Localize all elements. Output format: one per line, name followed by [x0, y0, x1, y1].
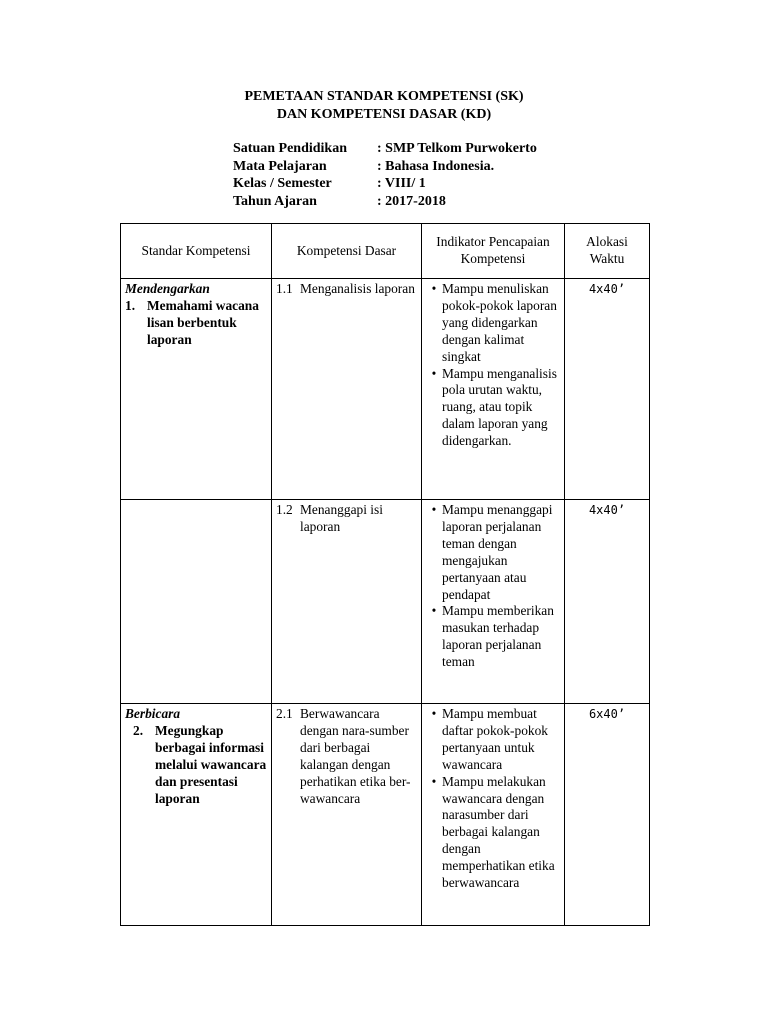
standar-kompetensi-cell — [121, 500, 272, 704]
std-number: 1. — [125, 297, 136, 313]
kd-item — [276, 706, 417, 807]
table-row — [121, 500, 650, 704]
indicator-list — [426, 502, 560, 671]
header-indikator: Indikator Pencapaian Kompetensi — [422, 224, 565, 279]
indicator-list — [426, 706, 560, 892]
indicator-list — [426, 281, 560, 450]
meta-row — [233, 175, 537, 193]
header-alokasi-waktu: Alokasi Waktu — [565, 224, 650, 279]
indicator-text: Mampu membuat daftar pokok-pokok pertanyaan untuk wawancara — [442, 706, 548, 772]
kd-number: 2.1 — [276, 706, 293, 721]
meta-value: : SMP Telkom Purwokerto — [377, 141, 537, 156]
meta-label: Kelas / Semester — [233, 176, 332, 191]
header-standar-kompetensi: Standar Kompetensi — [121, 224, 272, 279]
bullet-icon: • — [431, 706, 437, 721]
alokasi-waktu-cell: 4x40’ — [565, 500, 650, 704]
table-row — [121, 704, 650, 926]
standar-kompetensi-cell — [121, 279, 272, 500]
standar-kompetensi-cell — [121, 704, 272, 926]
bullet-icon: • — [431, 502, 437, 517]
title-line-1: PEMETAAN STANDAR KOMPETENSI (SK) — [244, 89, 524, 104]
meta-value: : VIII/ 1 — [377, 176, 426, 191]
alokasi-waktu-cell: 4x40’ — [565, 279, 650, 500]
indicator-item — [426, 502, 560, 603]
meta-row — [233, 158, 537, 176]
std-text: Megungkap berbagai informasi melalui wawancara dan presentasi laporan — [155, 722, 267, 806]
indicator-text: Mampu menanggapi laporan perjalanan teman dengan mengajukan pertanyaan atau pendapat — [442, 502, 553, 602]
kd-item — [276, 281, 417, 298]
std-item — [125, 723, 267, 808]
kd-text: Menganalisis laporan — [300, 281, 415, 296]
indicator-text: Mampu menuliskan pokok-pokok laporan yang didengarkan dengan kalimat singkat — [442, 281, 557, 364]
alokasi-waktu-cell: 6x40’ — [565, 704, 650, 926]
competency-table — [120, 223, 650, 926]
meta-label: Tahun Ajaran — [233, 193, 317, 209]
kompetensi-dasar-cell — [272, 500, 422, 704]
indicator-item — [426, 774, 560, 892]
kd-item — [276, 502, 417, 536]
bullet-icon: • — [431, 365, 437, 381]
kd-text: Berwawancara dengan nara-sumber dari berbagai kalangan dengan perhatikan etika ber-wawancara — [300, 706, 411, 806]
std-category: Berbicara — [125, 706, 181, 721]
title-line-2: DAN KOMPETENSI DASAR (KD) — [276, 107, 492, 122]
meta-value: : Bahasa Indonesia. — [377, 158, 495, 174]
meta-value: : 2017-2018 — [377, 193, 446, 209]
indicator-item — [426, 281, 560, 366]
std-category: Mendengarkan — [125, 281, 210, 296]
indicator-item — [426, 603, 560, 671]
indicator-text: Mampu melakukan wawancara dengan narasumber dari berbagai kalangan dengan memperhatikan etika berwawancara — [442, 773, 555, 891]
indicator-item — [426, 366, 560, 451]
meta-label: Mata Pelajaran — [233, 158, 327, 174]
meta-row — [233, 193, 537, 211]
meta-row — [233, 140, 537, 158]
std-item — [125, 298, 267, 349]
std-text: Memahami wacana lisan berbentuk laporan — [147, 297, 259, 347]
kompetensi-dasar-cell — [272, 279, 422, 500]
indicator-text: Mampu menganalisis pola urutan waktu, ruang, atau topik dalam laporan yang didengarkan. — [442, 365, 557, 449]
kd-text: Menanggapi isi laporan — [300, 502, 383, 534]
meta-label: Satuan Pendidikan — [233, 141, 347, 156]
kd-number: 1.1 — [276, 281, 293, 296]
indikator-cell — [422, 279, 565, 500]
std-number: 2. — [133, 722, 144, 738]
indikator-cell — [422, 500, 565, 704]
identity-block — [233, 140, 537, 210]
kd-number: 1.2 — [276, 502, 293, 517]
header-kompetensi-dasar: Kompetensi Dasar — [272, 224, 422, 279]
indicator-item — [426, 706, 560, 774]
bullet-icon: • — [431, 773, 437, 789]
indicator-text: Mampu memberikan masukan terhadap laporan perjalanan teman — [442, 603, 554, 670]
kompetensi-dasar-cell — [272, 704, 422, 926]
document-title — [0, 88, 768, 124]
table-header-row — [121, 224, 650, 279]
table-row — [121, 279, 650, 500]
bullet-icon: • — [431, 281, 437, 296]
bullet-icon: • — [431, 603, 437, 619]
indikator-cell — [422, 704, 565, 926]
